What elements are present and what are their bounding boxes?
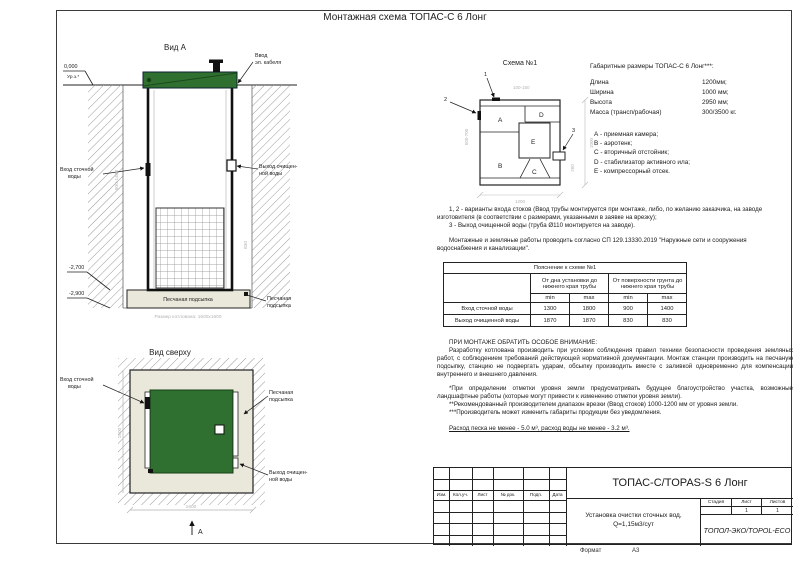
spec-row-mass — [590, 108, 790, 118]
title-block — [433, 467, 792, 545]
spec-row-height — [590, 98, 790, 108]
attention-note-c: ***Производитель может изменить габариты продукции без уведомления. — [449, 409, 662, 416]
outlet-label-1: Выход очищен- — [259, 164, 298, 170]
attention-block — [437, 339, 793, 433]
top-right-rib — [233, 392, 238, 456]
compartment-d: D — [539, 112, 544, 119]
spec-name: Длина — [590, 79, 609, 86]
scheme1-inlet1-marker — [492, 98, 500, 102]
marker2-leader — [450, 102, 476, 113]
product-title: ТОПАС-С/TOPAS-S 6 Лонг — [566, 468, 793, 499]
tank-lid — [143, 72, 237, 88]
attention-heading: ПРИ МОНТАЖЕ ОБРАТИТЬ ОСОБОЕ ВНИМАНИЕ: — [449, 339, 598, 346]
cable-leader-line — [238, 62, 253, 83]
page-title: Монтажная схема ТОПАС-С 6 Лонг — [323, 12, 487, 23]
pit-size-label: Размер котлована: 1600х1600 — [154, 315, 222, 320]
dim-inlet-depth: 900-1400 — [115, 169, 120, 191]
top-outlet-label-1: Выход очищен- — [269, 470, 308, 476]
outlet-label-2: ной воды — [259, 171, 283, 177]
spec-value: 300/3500 кг. — [702, 109, 737, 116]
inlet-label-1: Вход сточной — [60, 167, 94, 173]
legend-item-c: С - вторичный отстойник; — [594, 149, 669, 157]
level-zero-note: Ур.з.* — [67, 75, 80, 80]
top-inlet-label-2: воды — [68, 384, 81, 390]
scheme1-dim-top: 100-150 — [513, 85, 530, 90]
cell-value: 1300 — [531, 303, 570, 315]
table-group-2: От поверхности грунта до нижнего края трубы — [609, 274, 687, 294]
cable-entry-label-1: Ввод — [255, 53, 268, 59]
explanation-table — [443, 262, 687, 327]
description-line-1: Установка очистки сточных вод, — [585, 512, 682, 519]
view-a-title: Вид А — [163, 43, 187, 52]
cell-value: 830 — [609, 315, 648, 327]
scheme1-inlet2-marker — [478, 111, 482, 120]
note-1: 1, 2 - варианты входа стоков (Ввод трубы монтируется при монтаже, либо, по желанию заказчика, на заводе изготовителя (в соответствии с размерами, указанными в заявке на врезку); — [437, 206, 763, 221]
attention-note-a: *При определении отметки уровня земли предусматривать будущее благоустройство участка, возможные ландшафтные работы (которые могут привести к изменению отметки уровня земли). — [437, 385, 793, 400]
col-podp: Подп. — [529, 492, 543, 497]
legend-item-e: Е - компрессорный отсек. — [594, 167, 670, 175]
spec-value: 2950 мм; — [702, 99, 729, 106]
sheet-value: 1 — [732, 507, 762, 515]
cell-value: 1400 — [648, 303, 687, 315]
top-view-drawing — [55, 345, 315, 555]
spec-name: Масса (трансп/рабочая) — [590, 109, 662, 116]
cell-value: 1800 — [570, 303, 609, 315]
spec-name: Ширина — [590, 89, 614, 96]
level-2900-label: -2,900 — [69, 291, 85, 297]
spec-name: Высота — [590, 99, 612, 106]
format-value: А3 — [632, 548, 640, 554]
sheet-header: Лист — [732, 499, 762, 507]
top-hatch-cover — [215, 425, 224, 434]
top-corner-marker — [148, 469, 153, 473]
compartment-legend — [594, 130, 690, 176]
attention-note-b: **Рекомендованный производителем диапазон врезки (Ввод стоков) 1000-1200 мм от уровня земли. — [449, 401, 739, 408]
top-dim-left-label: 1600 — [118, 427, 123, 439]
col-koluch: Кол.уч. — [452, 492, 469, 497]
spec-row-length — [590, 78, 790, 88]
sheets-value: 1 — [762, 507, 793, 515]
compartment-b: B — [498, 163, 503, 170]
format-label: Формат — [580, 548, 602, 554]
marker2-label: 2 — [444, 97, 448, 103]
legend-item-b: В - аэротенк; — [594, 140, 633, 148]
top-inlet-marker — [145, 397, 150, 409]
table-row — [444, 315, 687, 327]
spec-row-width — [590, 88, 790, 98]
col-dok: № док. — [500, 492, 516, 497]
table-group-1: От дна установки до нижнего края трубы — [531, 274, 609, 294]
marker1-label: 1 — [484, 72, 488, 78]
level-2700-label: -2,700 — [69, 265, 85, 271]
company-name: ТОПОЛ-ЭКО/TOPOL-ECO — [703, 526, 791, 535]
legend-item-d: D - стабилизатор активного ила; — [594, 158, 691, 166]
legend-item-a: А - приемная камера; — [594, 131, 659, 138]
dim-outlet-depth: 830 — [244, 240, 249, 250]
attention-body: Разработку котлована производить при условии соблюдения правил техники безопасности проведения земляных работ, с соблюдением требований действующей нормативной документации. Монтаж станции производить на песчаную подсыпку, станцию не подвергать ударам, обсыпку производить вместе с заливкой одновременно для компенсации внутреннего и внешнего давления. — [437, 347, 793, 378]
sand-label-1: Песчаная — [267, 296, 292, 302]
dimensions-block — [590, 63, 790, 118]
top-outlet-box — [233, 458, 238, 468]
cell-value: 1870 — [570, 315, 609, 327]
sand-label-2: подсыпка — [267, 303, 291, 309]
row-label: Вход сточной воды — [444, 303, 531, 315]
description-line-2: Q=1,15м3/сут — [613, 521, 654, 528]
col-data: Дата — [552, 492, 563, 497]
section-arrow-label: А — [198, 529, 203, 536]
scheme1-title: Схема №1 — [502, 60, 538, 67]
note-2: 3 - Выход очищенной воды (труба Ø110 монтируется на заводе). — [449, 222, 635, 229]
min-header: min — [531, 294, 570, 303]
vent-pipe — [209, 60, 223, 73]
outlet-pipe-marker — [227, 160, 236, 171]
top-dim-bottom-label: 1600 — [185, 505, 197, 510]
stage-value — [701, 507, 732, 515]
min-header: min — [609, 294, 648, 303]
col-izm: Изм. — [436, 492, 447, 497]
col-list: Лист — [477, 492, 488, 497]
row-label: Выход очищенной воды — [444, 315, 531, 327]
scheme1-dim-bottom: 1200 — [514, 199, 526, 204]
scheme1-dim-left: 500-700 — [464, 128, 469, 146]
spec-value: 1000 мм; — [702, 89, 729, 96]
consumption-note: Расход песка не менее - 5.0 м³, расход воды не менее - 3.2 м³. — [449, 425, 630, 432]
stage-header: Стадия — [701, 499, 732, 507]
product-description — [566, 499, 701, 546]
scheme1-dim-outlet: 260 — [570, 164, 575, 172]
marker3-label: 3 — [572, 128, 576, 134]
inlet-pipe-marker — [146, 163, 151, 176]
top-outlet-label-2: ной воды — [269, 477, 293, 483]
table-title: Пояснение к схеме №1 — [444, 263, 687, 274]
note-3: Монтажные и земляные работы проводить согласно СП 129.13330.2019 "Наружные сети и сооружения водоснабжения и канализации". — [437, 237, 747, 252]
sand-bed-label: Песчаная подсыпка — [163, 297, 213, 303]
inlet-label-2: воды — [68, 174, 81, 180]
max-header: max — [570, 294, 609, 303]
cell-value: 1870 — [531, 315, 570, 327]
sheets-header: Листов — [762, 499, 793, 507]
dimensions-heading: Габаритные размеры ТОПАС-С 6 Лонг***: — [590, 63, 714, 70]
compartment-a: A — [498, 117, 503, 124]
scheme1-dim-right: 1000 — [589, 137, 594, 149]
cell-value: 900 — [609, 303, 648, 315]
top-view-title: Вид сверху — [149, 348, 191, 357]
table-row — [444, 303, 687, 315]
tank-body — [148, 87, 232, 290]
max-header: max — [648, 294, 687, 303]
cable-entry-label-2: эл. кабеля — [255, 60, 282, 66]
table-corner-cell — [444, 274, 531, 303]
scheme1-outline — [480, 100, 565, 185]
marker1-leader — [487, 78, 494, 97]
level-zero-label: 0,000 — [64, 64, 78, 70]
spec-value: 1200мм; — [702, 79, 727, 86]
top-inlet-label-1: Вход сточной — [60, 377, 94, 383]
compartment-c: C — [532, 169, 537, 176]
cell-value: 830 — [648, 315, 687, 327]
marker3-leader — [563, 134, 573, 150]
compartment-e: E — [531, 139, 536, 146]
top-sand-label-2: подсыпка — [269, 397, 293, 403]
top-sand-label-1: Песчаная — [269, 390, 294, 396]
view-a-drawing — [55, 40, 305, 330]
notes-block — [437, 206, 793, 253]
